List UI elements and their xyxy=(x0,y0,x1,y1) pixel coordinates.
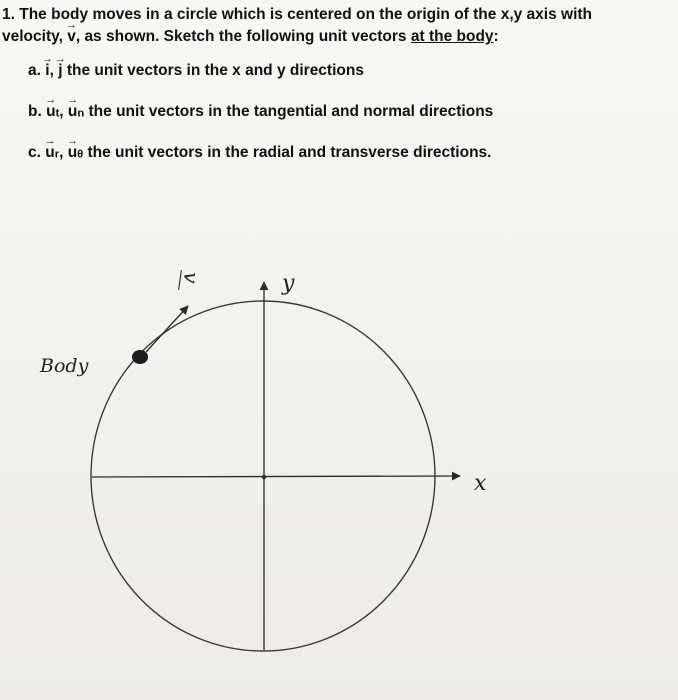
velocity-arrow xyxy=(146,306,188,352)
problem-number: 1. xyxy=(2,6,15,23)
body-label: Body xyxy=(40,355,89,377)
part-c-symbol-2-sub: θ xyxy=(77,148,84,161)
part-b-symbol-1-sub: t xyxy=(55,107,60,120)
x-axis xyxy=(92,476,460,477)
y-axis-label: y xyxy=(282,271,295,296)
body-dot xyxy=(132,350,148,364)
part-c-symbol-1-sub: r xyxy=(54,148,60,161)
part-a: a. → i, → j the unit vectors in the x and y directions xyxy=(28,60,672,82)
part-a-text: the unit vectors in the x and y directions xyxy=(66,62,364,79)
part-c-symbol-2: → u xyxy=(68,142,77,164)
part-c-label: c. xyxy=(28,144,41,161)
problem-emphasis: at the body xyxy=(410,28,494,45)
part-a-symbol-1: → i xyxy=(45,60,49,82)
problem-text-a: The body moves in a circle which is centered on the origin of the x,y axis with xyxy=(19,6,593,23)
part-c: c. → ur, → uθ the unit vectors in the radial and transverse directions. xyxy=(28,142,672,164)
part-b-symbol-1: → u xyxy=(46,101,55,123)
part-c-symbol-1: → u xyxy=(45,142,54,164)
origin-point xyxy=(262,475,266,479)
part-c-text: the unit vectors in the radial and transverse directions. xyxy=(87,144,492,161)
part-a-label: a. xyxy=(28,62,41,79)
part-b-label: b. xyxy=(28,103,42,120)
part-b-symbol-2: → u xyxy=(68,101,77,123)
x-axis-label: x xyxy=(474,471,487,496)
part-b-text: the unit vectors in the tangential and normal directions xyxy=(88,103,494,120)
problem-text-end: : xyxy=(493,28,499,45)
problem-text-c: , as shown. Sketch the following unit vectors xyxy=(75,28,407,45)
velocity-vector-symbol: → v xyxy=(67,26,76,48)
part-a-symbol-2: → j xyxy=(58,60,62,82)
part-b-symbol-2-sub: n xyxy=(77,107,85,120)
velocity-label: v xyxy=(178,271,204,285)
part-b: b. → ut, → un the unit vectors in the tangential and normal directions xyxy=(28,101,672,123)
problem-text-b: velocity, xyxy=(2,28,63,45)
